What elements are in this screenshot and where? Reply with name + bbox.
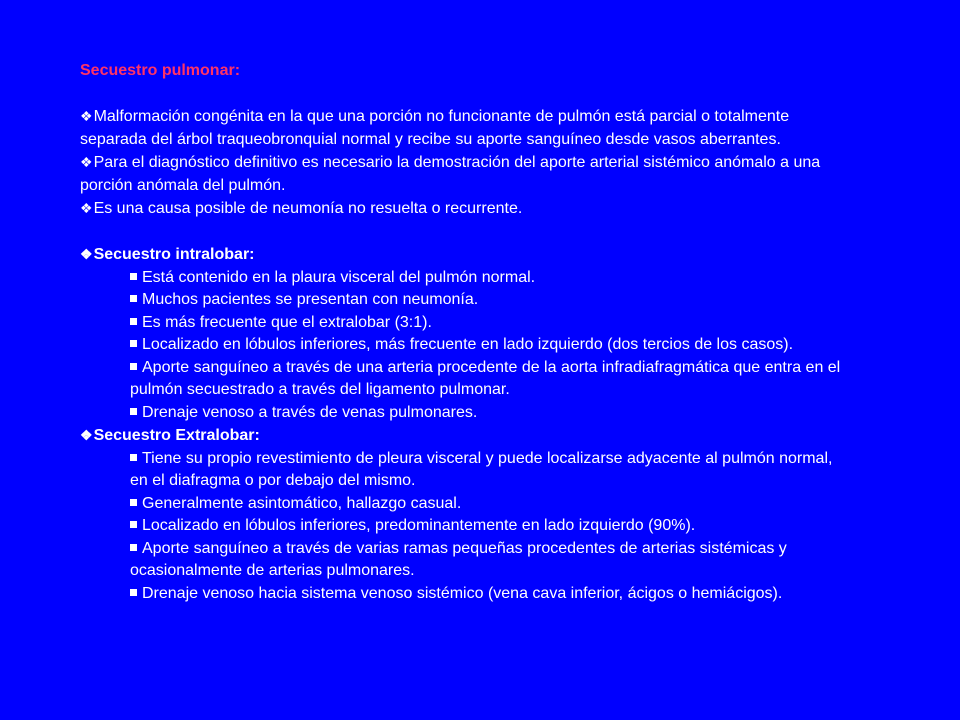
spacer xyxy=(80,221,850,244)
slide-title: Secuestro pulmonar: xyxy=(80,62,241,79)
extralobar-item-text: Generalmente asintomático, hallazgo casual. xyxy=(142,494,462,512)
intralobar-item xyxy=(130,312,850,335)
extralobar-item-text: Drenaje venoso hacia sistema venoso sistémico (vena cava inferior, ácigos o hemiácigos). xyxy=(142,584,783,602)
intro-text: Malformación congénita en la que una porción no funcionante de pulmón está parcial o totalmente separada del árbol traqueobronquial normal y recibe su aporte sanguíneo desde vasos aberrantes. xyxy=(80,108,790,148)
square-bullet-icon xyxy=(130,589,137,596)
extralobar-item-text: Tiene su propio revestimiento de pleura visceral y puede localizarse adyacente al pulmón normal, en el diafragma o por debajo del mismo. xyxy=(130,449,833,489)
intralobar-item xyxy=(130,289,850,312)
extralobar-heading xyxy=(80,424,850,448)
intralobar-item-text: Es más frecuente que el extralobar (3:1). xyxy=(142,313,432,331)
intralobar-item xyxy=(130,402,850,425)
extralobar-item-text: Localizado en lóbulos inferiores, predominantemente en lado izquierdo (90%). xyxy=(142,517,696,534)
extralobar-item-text: Aporte sanguíneo a través de varias ramas pequeñas procedentes de arterias sistémicas y ocasionalmente de arterias pulmonares. xyxy=(130,539,787,579)
square-bullet-icon xyxy=(130,318,137,325)
intro-bullet xyxy=(80,197,850,221)
intralobar-heading-text: Secuestro intralobar: xyxy=(93,246,255,263)
square-bullet-icon xyxy=(130,295,137,302)
square-bullet-icon xyxy=(130,454,137,461)
intro-bullet xyxy=(80,151,850,197)
square-bullet-icon xyxy=(130,408,137,415)
intralobar-item-text: Está contenido en la plaura visceral del pulmón normal. xyxy=(142,268,536,286)
extralobar-heading-text: Secuestro Extralobar: xyxy=(93,427,260,444)
extralobar-item xyxy=(130,493,850,516)
extralobar-item xyxy=(130,515,850,538)
square-bullet-icon xyxy=(130,363,137,370)
intralobar-item xyxy=(130,334,850,357)
intro-text: Para el diagnóstico definitivo es necesario la demostración del aporte arterial sistémico anómalo a una porción anómala del pulmón. xyxy=(80,154,821,194)
intralobar-item-text: Aporte sanguíneo a través de una arteria procedente de la aorta infradiafragmática que entra en el pulmón secuestrado a través del ligamento pulmonar. xyxy=(130,358,841,398)
square-bullet-icon xyxy=(130,340,137,347)
extralobar-item xyxy=(130,583,850,606)
square-bullet-icon xyxy=(130,544,137,551)
intralobar-heading xyxy=(80,243,850,267)
intralobar-item xyxy=(130,357,850,402)
diamond-bullet-icon: ❖ xyxy=(80,154,93,170)
intralobar-item-text: Muchos pacientes se presentan con neumonía. xyxy=(142,291,479,308)
diamond-bullet-icon: ❖ xyxy=(80,108,93,124)
diamond-bullet-icon: ❖ xyxy=(80,427,93,443)
square-bullet-icon xyxy=(130,521,137,528)
square-bullet-icon xyxy=(130,499,137,506)
extralobar-item xyxy=(130,448,850,493)
diamond-bullet-icon: ❖ xyxy=(80,200,93,216)
diamond-bullet-icon: ❖ xyxy=(80,246,93,262)
intralobar-item-text: Drenaje venoso a través de venas pulmonares. xyxy=(142,403,478,421)
intralobar-item xyxy=(130,267,850,290)
intralobar-item-text: Localizado en lóbulos inferiores, más frecuente en lado izquierdo (dos tercios de los casos). xyxy=(142,336,794,353)
intro-text: Es una causa posible de neumonía no resuelta o recurrente. xyxy=(93,200,523,217)
square-bullet-icon xyxy=(130,273,137,280)
extralobar-item xyxy=(130,538,850,583)
slide-content xyxy=(80,60,850,605)
intro-bullet xyxy=(80,105,850,151)
